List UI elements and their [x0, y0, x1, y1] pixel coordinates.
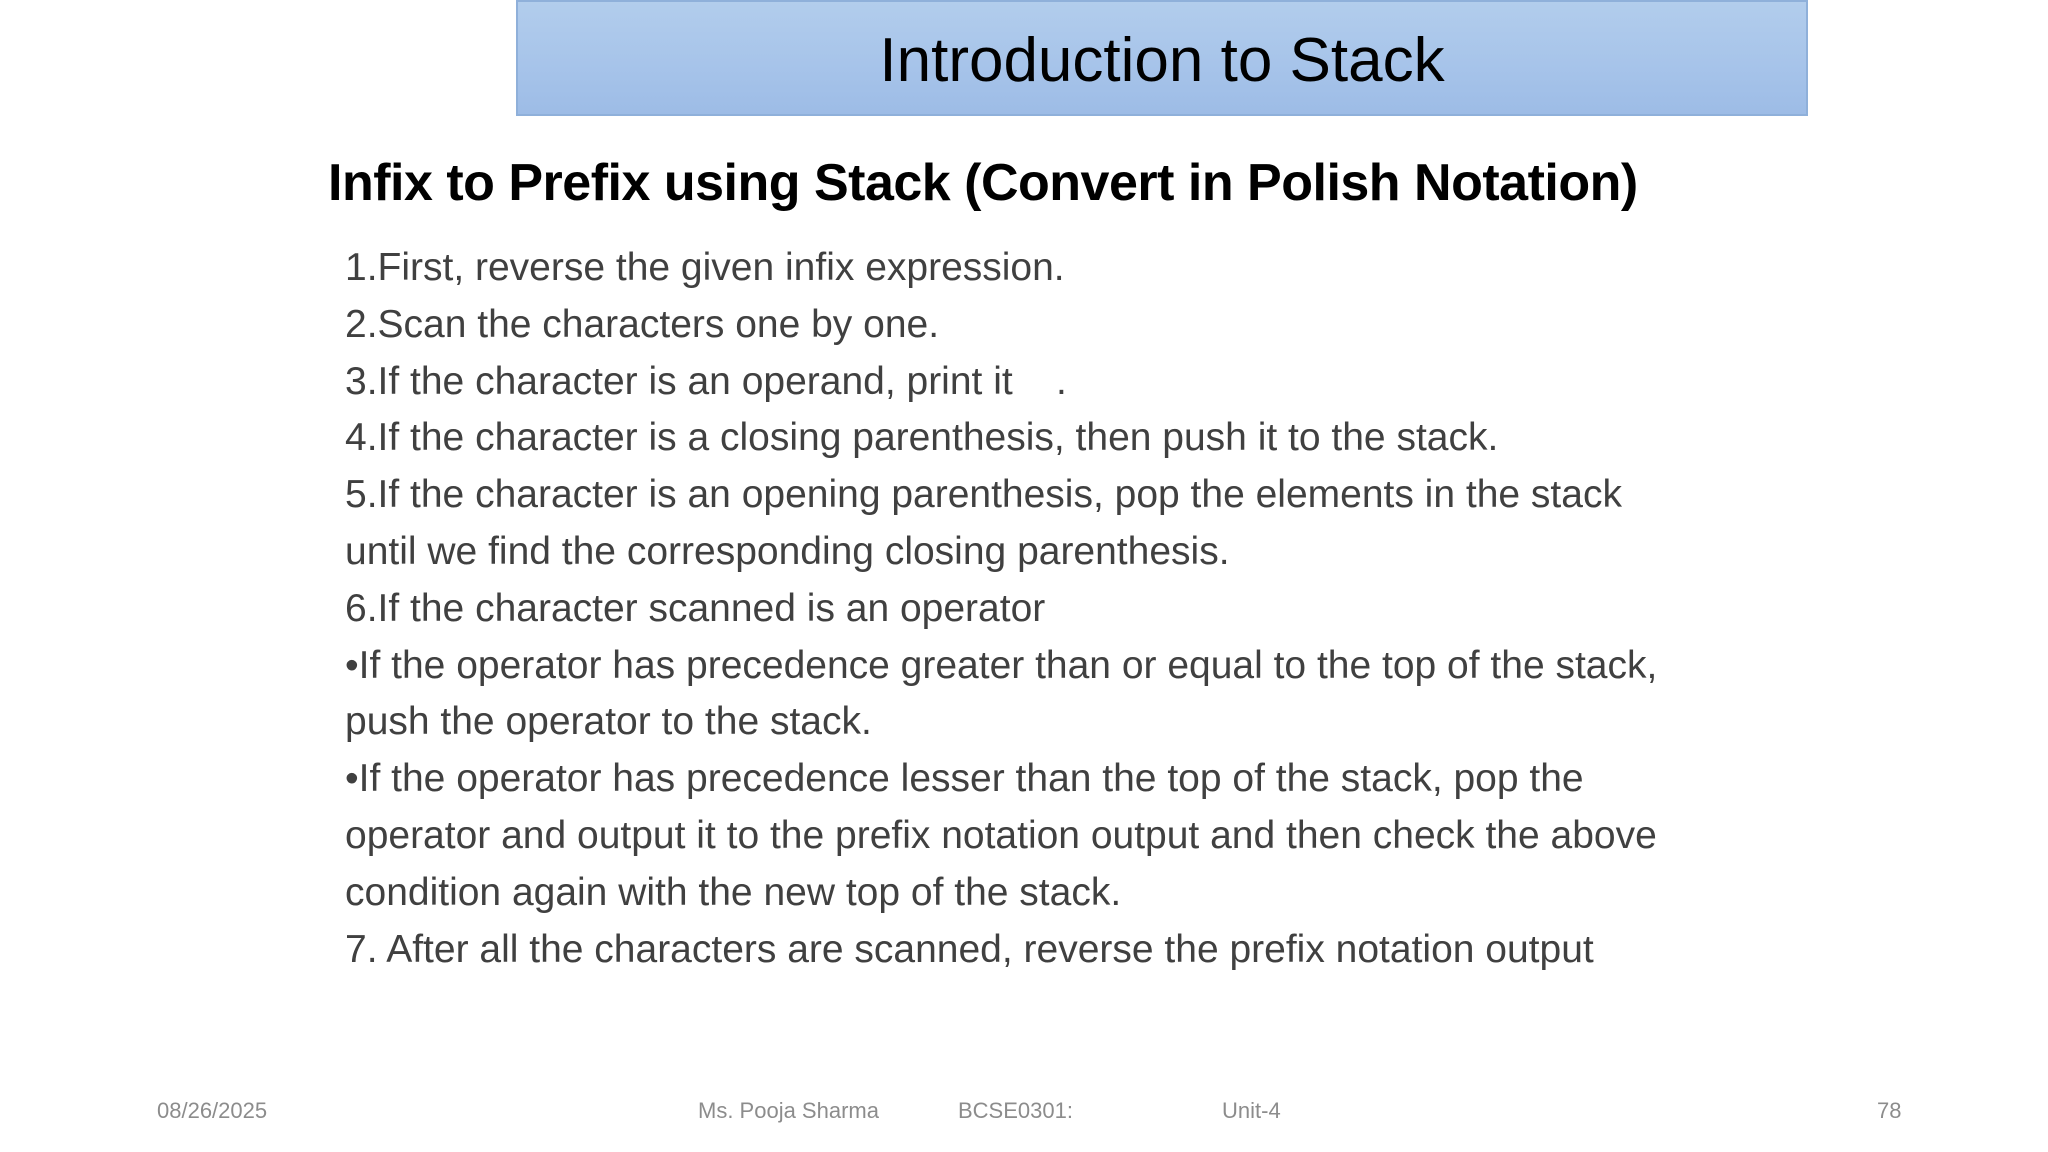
- step-item: 5.If the character is an opening parenthesis, pop the elements in the stack until we find the corresponding closing parenthesis.: [345, 473, 1622, 573]
- step-item: 7. After all the characters are scanned, reverse the prefix notation output: [345, 927, 1594, 971]
- footer-date: 08/26/2025: [157, 1098, 268, 1123]
- step-item: 6.If the character scanned is an operator: [345, 586, 1046, 630]
- footer-course: BCSE0301:: [958, 1098, 1073, 1123]
- step-item: 4.If the character is a closing parenthesis, then push it to the stack.: [345, 416, 1499, 460]
- step-item: 3.If the character is an operand, print it .: [345, 359, 1067, 403]
- step-item: 1.First, reverse the given infix expression.: [345, 246, 1065, 289]
- steps-list: [345, 240, 1680, 978]
- step-bullet: •If the operator has precedence greater than or equal to the top of the stack, push the operator to the stack.: [345, 643, 1658, 744]
- step-bullet: •If the operator has precedence lesser than the top of the stack, pop the operator and output it to the prefix notation output and then check the above condition again with the new top of the stack.: [345, 757, 1657, 914]
- step-item: 2.Scan the characters one by one.: [345, 302, 940, 346]
- footer-unit: Unit-4: [1222, 1098, 1281, 1123]
- slide-subtitle: Infix to Prefix using Stack (Convert in Polish Notation): [328, 154, 1638, 212]
- footer-author: Ms. Pooja Sharma: [698, 1098, 879, 1123]
- slide-title-banner: [516, 0, 1808, 116]
- slide-title: Introduction to Stack: [879, 25, 1445, 95]
- footer-page-number: 78: [1877, 1098, 1902, 1123]
